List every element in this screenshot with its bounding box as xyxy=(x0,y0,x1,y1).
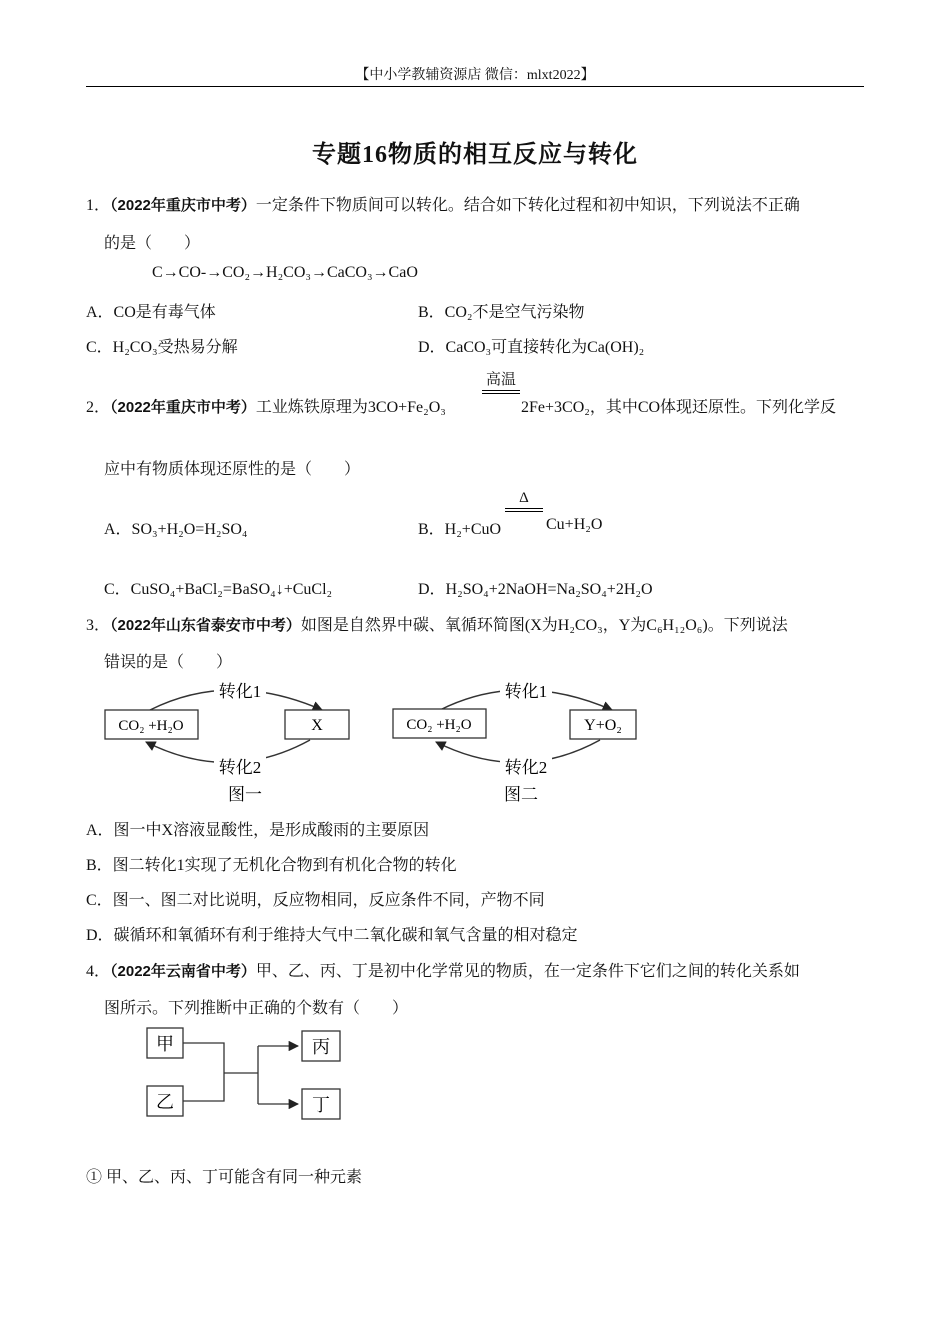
option-b-reactants: B．H₂+CuO xyxy=(418,521,502,538)
condition-label: 高温 xyxy=(485,372,516,388)
figure-caption: 图二 xyxy=(504,785,538,804)
q2-option-c[interactable]: C．CuSO₄+BaCl₂=BaSO₄↓+CuCl₂ xyxy=(104,581,333,598)
label-transform-2: 转化2 xyxy=(218,758,262,777)
double-line xyxy=(505,508,543,512)
q1-option-a[interactable]: A．CO是有毒气体 xyxy=(86,304,216,321)
q1-option-d[interactable]: D．CaCO₃可直接转化为Ca(OH)₂ xyxy=(418,339,645,356)
q3-option-c[interactable]: C．图一、图二对比说明，反应物相同，反应条件不同，产物不同 xyxy=(86,892,545,909)
question-4-stem-cont: 图所示。下列推断中正确的个数有（ ） xyxy=(104,1000,409,1017)
box-reactants-label: CO₂ +H₂O xyxy=(118,718,184,734)
figure-2-cycle xyxy=(390,676,650,806)
question-number: 1． xyxy=(86,197,111,214)
question-source: （2022年重庆市中考） xyxy=(110,399,256,416)
condition-label: Δ xyxy=(519,490,529,506)
question-2-stem-b: 2Fe+3CO₂，其中CO体现还原性。下列化学反 xyxy=(521,399,837,416)
question-source: （2022年云南省中考） xyxy=(110,963,256,980)
box-jia-label: 甲 xyxy=(156,1034,174,1054)
connector-left xyxy=(183,1043,224,1101)
question-2-stem-a xyxy=(86,394,446,417)
reaction-condition xyxy=(482,368,520,394)
figure-1-cycle xyxy=(100,676,360,806)
q3-option-a[interactable]: A．图一中X溶液显酸性，是形成酸雨的主要原因 xyxy=(86,822,430,839)
box-bing-label: 丙 xyxy=(312,1037,330,1057)
box-reactants-label: CO₂ +H₂O xyxy=(406,717,472,733)
box-product-label: Y+O₂ xyxy=(584,717,622,734)
figure-caption: 图一 xyxy=(228,785,262,804)
q3-option-b[interactable]: B．图二转化1实现了无机化合物到有机化合物的转化 xyxy=(86,857,457,874)
box-ding-label: 丁 xyxy=(312,1095,330,1115)
option-b-products: Cu+H₂O xyxy=(546,516,603,533)
figure-conversion-diagram xyxy=(140,1024,360,1124)
question-source: （2022年重庆市中考） xyxy=(110,197,256,214)
page-title: 专题16物质的相互反应与转化 xyxy=(312,142,638,168)
question-text: 如图是自然界中碳、氧循环简图(X为H₂CO₃，Y为C₆H₁₂O₆)。下列说法 xyxy=(300,617,788,634)
q2-option-a[interactable]: A．SO₃+H₂O=H₂SO₄ xyxy=(104,521,248,538)
q1-option-b[interactable]: B．CO₂不是空气污染物 xyxy=(418,304,585,321)
box-product-label: X xyxy=(311,717,323,734)
question-text: 工业炼铁原理为3CO+Fe₂O₃ xyxy=(255,399,446,416)
question-3-stem-cont: 错误的是（ ） xyxy=(104,654,233,671)
q2-option-d[interactable]: D．H₂SO₄+2NaOH=Na₂SO₄+2H₂O xyxy=(418,581,653,598)
q2-option-b[interactable] xyxy=(418,516,501,539)
question-1-chain: C→CO-→CO₂→H₂CO₃→CaCO₃→CaO xyxy=(152,264,418,281)
header-rule xyxy=(86,86,864,87)
question-text: 一定条件下物质间可以转化。结合如下转化过程和初中知识，下列说法不正确 xyxy=(255,197,800,214)
question-1-stem-cont: 的是（ ） xyxy=(104,235,201,252)
question-number: 4． xyxy=(86,963,111,980)
double-line xyxy=(482,390,520,394)
question-number: 3． xyxy=(86,617,111,634)
q4-statement-1: ① 甲、乙、丙、丁可能含有同一种元素 xyxy=(86,1169,363,1186)
label-transform-1: 转化1 xyxy=(218,682,262,701)
question-source: （2022年山东省泰安市中考） xyxy=(110,617,301,634)
label-transform-1: 转化1 xyxy=(504,682,548,701)
question-2-stem-cont: 应中有物质体现还原性的是（ ） xyxy=(104,461,361,478)
q3-option-d[interactable]: D．碳循环和氧循环有利于维持大气中二氧化碳和氧气含量的相对稳定 xyxy=(86,927,578,944)
question-number: 2． xyxy=(86,399,111,416)
option-b-condition xyxy=(505,490,543,512)
question-4-stem xyxy=(86,958,800,981)
page-header: 【中小学教辅资源店 微信：mlxt2022】 xyxy=(355,68,595,83)
question-text: 甲、乙、丙、丁是初中化学常见的物质，在一定条件下它们之间的转化关系如 xyxy=(255,963,800,980)
box-yi-label: 乙 xyxy=(156,1092,174,1112)
q1-option-c[interactable]: C．H₂CO₃受热易分解 xyxy=(86,339,238,356)
question-3-stem xyxy=(86,612,788,635)
question-1-stem xyxy=(86,192,800,215)
label-transform-2: 转化2 xyxy=(504,758,548,777)
